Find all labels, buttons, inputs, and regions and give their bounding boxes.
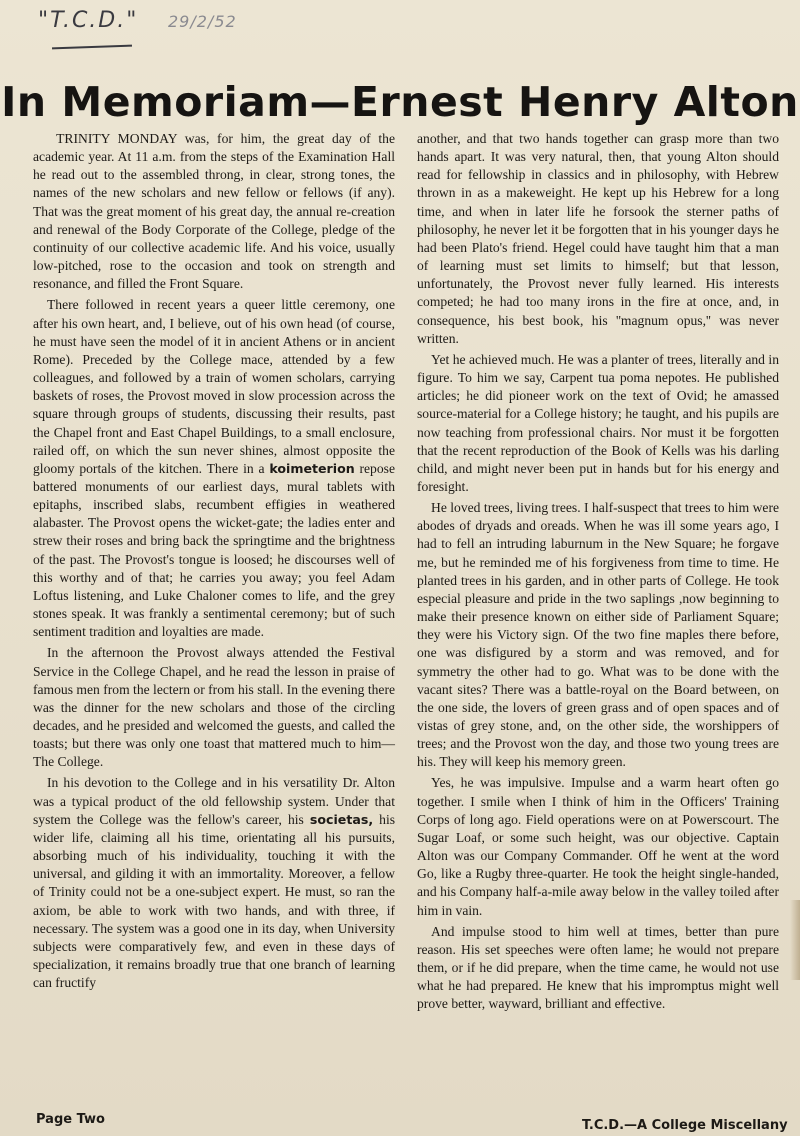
paragraph-text: In his devotion to the College and in his versatility Dr. Alton was a typical product of the old fellowship system. Under that system the College was the fellow's career, his xyxy=(33,775,395,827)
paragraph-impulsive: Yes, he was impulsive. Impulse and a warm heart often go together. I smile when I think of him in the Officers' Training Corps of long ago. Field operations were on at Powerscourt. The Sugar Loaf, or some such height, was our objective. Captain Alton was our Company Commander. Off he went at the word Go, like a Rugby three-quarter. He took the height single-handed, and his Company half-a-mile away below in the valley toiled after him in vain. xyxy=(417,775,779,918)
handwritten-title-annotation: "T.C.D." xyxy=(38,8,139,33)
paragraph-impulse-reason: And impulse stood to him well at times, better than pure reason. His set speeches were often lame; he would not prepare them, or if he did prepare, when the time came, he would not use what he had prepared. He knew that his impromptus might well prove better, wayward, brilliant and effective. xyxy=(417,923,779,1012)
keyword-koimeterion: koimeterion xyxy=(269,460,355,476)
left-column xyxy=(33,130,395,995)
paragraph-text: his wider life, claiming all his time, orientating all his pursuits, absorbing much of his individuality, touching it with the universal, and gilding it with an immortality. Moreover, a fellow of Trinity could not be a one-subject expert. He must, so ran the axiom, be able to work with two hands, and with three, if necessary. The system was a good one in its day, when University subjects were comparatively few, and even in these days of specialization, it remains broadly true that one branch of learning can fructify xyxy=(33,811,396,991)
publication-name: T.C.D.—A College Miscellany xyxy=(582,1118,788,1133)
handwritten-underline xyxy=(52,45,132,50)
paper-edge-stain xyxy=(790,900,800,980)
page-number-label: Page Two xyxy=(36,1112,105,1127)
paragraph-ceremony xyxy=(33,296,395,641)
right-column xyxy=(417,130,779,1017)
paragraph-two-hands: another, and that two hands together can grasp more than two hands apart. It was very natural, then, that young Alton should read for fellowship in classics and in philosophy, with Hebrew thrown in as a makeweight. He kept up his Hebrew for a long time, and when in later life he forsook the sterner paths of philosophy, he never let it be forgotten that in his younger days he had been Plato's friend. Hegel could have taught him that a man of learning must set limits to himself; but that lesson, unfortunately, the Provost never fully learned. His interests competed; he had too many irons in the fire at once, and, in consequence, his best book, his ''magnum opus,'' was never written. xyxy=(417,131,779,346)
paragraph-trees: He loved trees, living trees. I half-suspect that trees to him were abodes of dryads and oreads. When he was ill some years ago, I had to fell an intruding laburnum in the New Square; he forgave me, but he reminded me of his forgiveness from time to time. He planted trees in his garden, and in other parts of College. He took especial pleasure and pride in the two saplings ,now beginning to make their presence known on either side of Parliament Square; they were his Victory sign. Of the two fine maples there before, one was disfigured by a storm and was removed, and for symmetry the other had to go. What was to be done with the vacant sites? There was a battle-royal on the Board between, on the one side, the lovers of green grass and of open spaces and of vistas of grey stone, and, on the other side, the worshippers of trees; and the Provost won the day, and those two young trees are his. They will keep his memory green. xyxy=(417,500,779,770)
lead-in-text: TRINITY MONDAY xyxy=(56,131,178,146)
paragraph-achievements: Yet he achieved much. He was a planter of trees, literally and in figure. To him we say, Carpent tua poma nepotes. He published articles; he did pioneer work on the text of Ovid; he amassed source-material for a College history; he taught, and his pupils are now teaching from professional chairs. Nor must it be forgotten that the recent reproduction of the Book of Kells was his darling child, and might never been put in hands but for his energy and foresight. xyxy=(417,351,779,494)
paragraph-afternoon: In the afternoon the Provost always attended the Festival Service in the College Chapel, and he read the lesson in praise of famous men from the lectern or from his stall. In the evening there was the dinner for the new scholars and those of the circling decades, and he presided and welcomed the guests, and called the toasts; but there was only one toast that mattered much to him—The College. xyxy=(33,645,396,770)
paragraph-trinity-monday xyxy=(33,130,395,293)
paragraph-devotion xyxy=(33,774,395,992)
keyword-societas: societas, xyxy=(309,811,374,827)
paragraph-text: repose battered monuments of our earliest days, mural tablets with epitaphs, inscribed slabs, recumbent effigies in weathered alabaster. The Provost opens the wicket-gate; the ladies enter and strew their roses and bring back the springtime and the brightness of the past. The Provost's tongue is loosed; he discourses well of this worthy and of that; he carries you away; you feel Adam Loftus listening, and Luke Chaloner comes to life, and the grey stones speak. It was frankly a sentimental ceremony; but of such sentiment tradition and loyalties are made. xyxy=(33,460,395,640)
handwritten-date-annotation: 29/2/52 xyxy=(168,12,237,31)
paragraph-text: There followed in recent years a queer little ceremony, one after his own heart, and, I believe, out of his own head (of course, he must have seen the model of it in ancient Athens or in ancient Rome). Preceded by the College mace, attended by a few colleagues, and followed by a train of women scholars, carrying baskets of roses, the Provost moved in slow procession across the square through groups of students, discussing their results, past the Chapel front and East Chapel Buildings, to a small enclosure, railed off, on which the sun never shines, almost opposite the gloomy portals of the kitchen. There in a xyxy=(33,297,395,476)
article-headline: In Memoriam—Ernest Henry Alton xyxy=(1,78,799,126)
paragraph-text: was, for him, the great day of the academic year. At 11 a.m. from the steps of the Examination Hall he read out to the assembled throng, in clear, strong tones, the names of the new scholars and new fellow or fellows (if any). That was the great moment of his great day, the annual re-creation and renewal of the Body Corporate of the College, pledge of the continuity of our collective academic life. And his voice, usually low-pitched, rose to the occasion and took on strength and resonance, and filled the Front Square. xyxy=(33,131,395,292)
